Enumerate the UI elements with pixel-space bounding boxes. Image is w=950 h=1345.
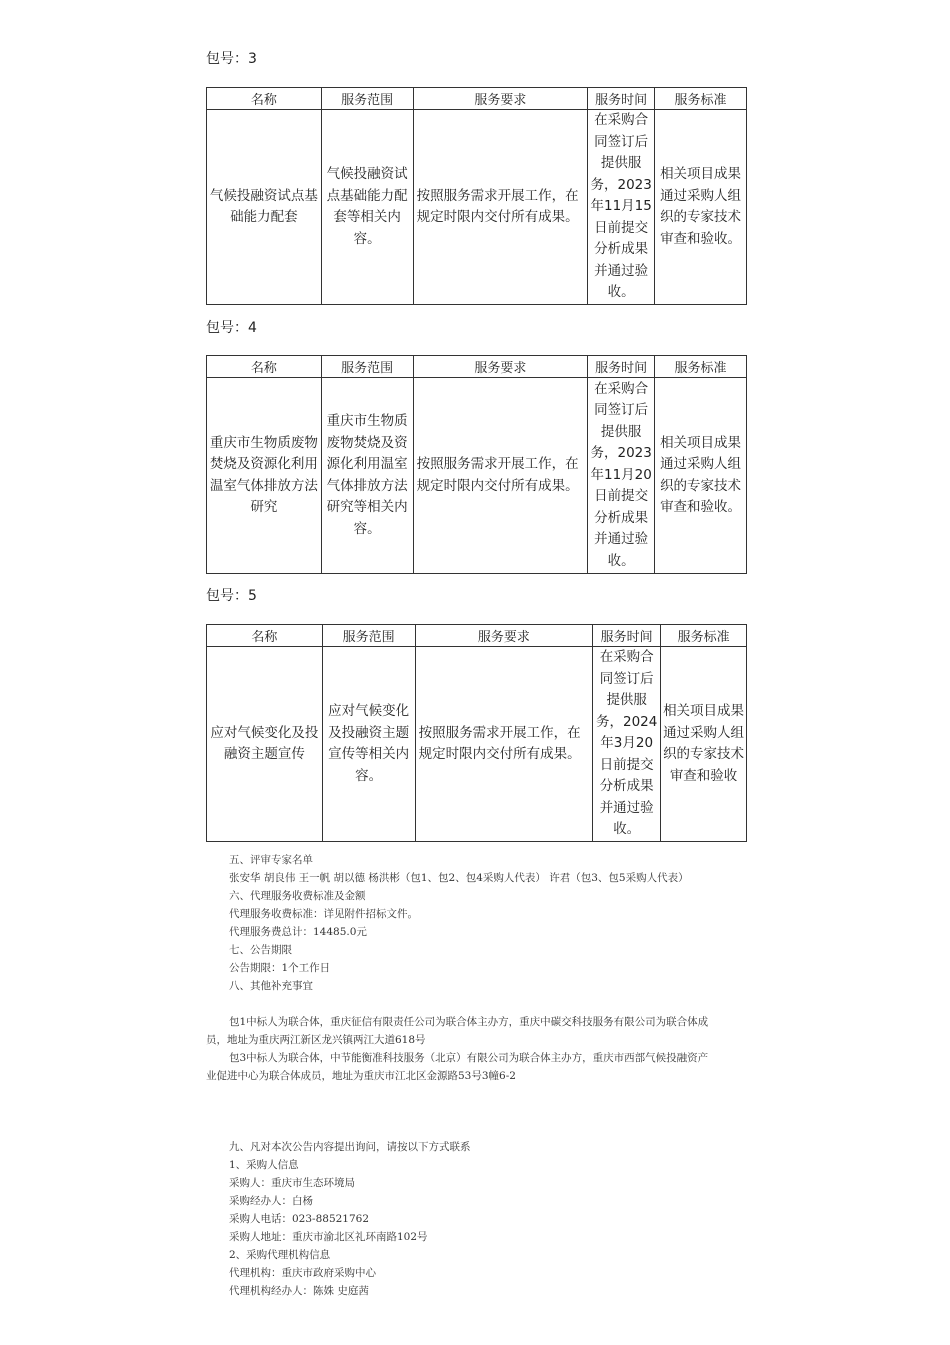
package-label: 包号：5 xyxy=(206,588,257,604)
scope-cell: 重庆市生物质 废物焚烧及资 源化利用温室 气体排放方法 研究等相关内 容。 xyxy=(321,378,413,574)
purchaser-agent: 采购经办人：白杨 xyxy=(229,1195,313,1207)
package-label: 包号：3 xyxy=(206,51,257,67)
period-heading: 七、公告期限 xyxy=(229,944,292,956)
column-header: 名称 xyxy=(207,625,323,647)
column-header: 服务要求 xyxy=(413,88,588,110)
announcement-notes xyxy=(206,0,746,1345)
standard-cell: 相关项目成果 通过采购人组 织的专家技术 审查和验收。 xyxy=(655,378,747,574)
column-header: 服务时间 xyxy=(588,88,655,110)
period-text: 公告期限：1个工作日 xyxy=(229,962,331,974)
other-paragraph-2: 业促进中心为联合体成员，地址为重庆市江北区金源路53号3幢6-2 xyxy=(206,1070,516,1082)
fee-standard: 代理服务收费标准：详见附件招标文件。 xyxy=(229,908,418,920)
agency-name: 代理机构：重庆市政府采购中心 xyxy=(229,1267,376,1279)
column-header: 服务标准 xyxy=(661,625,747,647)
experts-list: 张安华 胡良伟 王一帆 胡以德 杨洪彬（包1、包2、包4采购人代表） 许君（包3、包5采购人代表） xyxy=(229,872,689,884)
column-header: 服务标准 xyxy=(655,88,747,110)
other-paragraph-1: 包1中标人为联合体，重庆征信有限责任公司为联合体主办方，重庆中碳交科技服务有限公司为联合体成 xyxy=(229,1016,709,1028)
package-label: 包号：4 xyxy=(206,320,257,336)
scope-cell: 气候投融资试 点基础能力配 套等相关内 容。 xyxy=(321,110,413,305)
experts-heading: 五、评审专家名单 xyxy=(229,854,313,866)
contact-heading: 九、凡对本次公告内容提出询问，请按以下方式联系 xyxy=(229,1141,471,1153)
agency-agent: 代理机构经办人：陈姝 史庭茜 xyxy=(229,1285,369,1297)
column-header: 名称 xyxy=(207,356,322,378)
column-header: 服务范围 xyxy=(321,356,413,378)
purchaser-address: 采购人地址：重庆市渝北区礼环南路102号 xyxy=(229,1231,428,1243)
name-cell: 重庆市生物质废物 焚烧及资源化利用 温室气体排放方法 研究 xyxy=(207,378,322,574)
purchaser-name: 采购人：重庆市生态环境局 xyxy=(229,1177,355,1189)
other-paragraph-1: 员，地址为重庆两江新区龙兴镇两江大道618号 xyxy=(206,1034,426,1046)
purchaser-heading: 1、采购人信息 xyxy=(229,1159,299,1171)
time-cell: 在采购合 同签订后 提供服 务，2023 年11月15 日前提交 分析成果 并通过验 收。 xyxy=(588,110,655,305)
column-header: 服务要求 xyxy=(413,356,588,378)
other-heading: 八、其他补充事宜 xyxy=(229,980,313,992)
column-header: 服务时间 xyxy=(593,625,661,647)
name-cell: 气候投融资试点基 础能力配套 xyxy=(207,110,322,305)
requirement-cell: 按照服务需求开展工作，在 规定时限内交付所有成果。 xyxy=(413,110,588,305)
scope-cell: 应对气候变化 及投融资主题 宣传等相关内 容。 xyxy=(322,647,415,842)
name-cell: 应对气候变化及投 融资主题宣传 xyxy=(207,647,323,842)
fee-total: 代理服务费总计：14485.0元 xyxy=(229,926,367,938)
column-header: 名称 xyxy=(207,88,322,110)
column-header: 服务要求 xyxy=(415,625,593,647)
standard-cell: 相关项目成果 通过采购人组 织的专家技术 审查和验收 xyxy=(661,647,747,842)
time-cell: 在采购合 同签订后 提供服 务，2023 年11月20 日前提交 分析成果 并通过验 收。 xyxy=(588,378,655,574)
column-header: 服务范围 xyxy=(322,625,415,647)
requirement-cell: 按照服务需求开展工作，在 规定时限内交付所有成果。 xyxy=(415,647,593,842)
purchaser-phone: 采购人电话：023-88521762 xyxy=(229,1213,370,1225)
requirement-cell: 按照服务需求开展工作，在 规定时限内交付所有成果。 xyxy=(413,378,588,574)
other-paragraph-2: 包3中标人为联合体，中节能衡准科技服务（北京）有限公司为联合体主办方，重庆市西部气候投融资产 xyxy=(229,1052,709,1064)
time-cell: 在采购合 同签订后 提供服 务，2024 年3月20 日前提交 分析成果 并通过验 收。 xyxy=(593,647,661,842)
standard-cell: 相关项目成果 通过采购人组 织的专家技术 审查和验收。 xyxy=(655,110,747,305)
agency-heading: 2、采购代理机构信息 xyxy=(229,1249,331,1261)
column-header: 服务范围 xyxy=(321,88,413,110)
fee-heading: 六、代理服务收费标准及金额 xyxy=(229,890,366,902)
column-header: 服务时间 xyxy=(588,356,655,378)
column-header: 服务标准 xyxy=(655,356,747,378)
